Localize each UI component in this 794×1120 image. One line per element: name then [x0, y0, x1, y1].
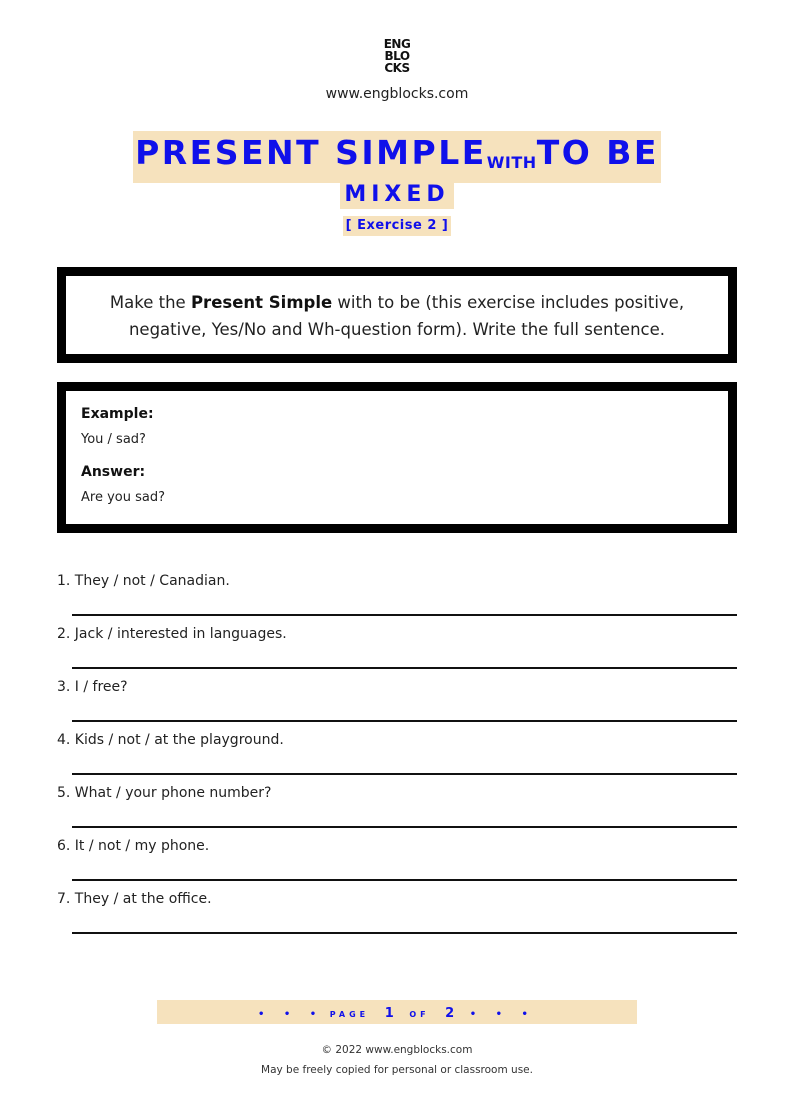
question-item — [57, 837, 737, 855]
logo-line: BLO — [384, 49, 410, 63]
dots-right: • • • — [469, 1009, 536, 1020]
question-text: 3. I / free? — [57, 679, 128, 695]
title-with: WITH — [486, 153, 537, 172]
title-wrap — [0, 131, 794, 183]
worksheet-subtitle: MIXED — [340, 181, 453, 209]
instructions-box — [57, 267, 737, 363]
example-label: Example: — [81, 406, 154, 422]
question-text: 7. They / at the office. — [57, 891, 212, 907]
copyright-text: © 2022 www.engblocks.com — [321, 1044, 473, 1056]
page-label: PAGE — [329, 1010, 370, 1019]
question-item — [57, 784, 737, 802]
license-text: May be freely copied for personal or classroom use. — [261, 1064, 533, 1076]
title-part2: TO BE — [536, 133, 659, 172]
question-item — [57, 572, 737, 590]
answer-line[interactable] — [72, 614, 737, 616]
answer-label: Answer: — [81, 464, 146, 480]
question-item — [57, 625, 737, 643]
instructions-bold: Present Simple — [190, 293, 333, 312]
title-part1: PRESENT SIMPLE — [135, 133, 487, 172]
question-item — [57, 731, 737, 749]
question-text: 2. Jack / interested in languages. — [57, 626, 287, 642]
engblocks-logo — [378, 38, 416, 74]
answer-line[interactable] — [72, 773, 737, 775]
page-total: 2 — [445, 1006, 455, 1021]
instructions-suffix: with to be (this exercise includes positive, negative, Yes/No and Wh-question form). Write the full sentence. — [128, 293, 685, 339]
example-box — [57, 382, 737, 533]
question-item — [57, 890, 737, 908]
question-item — [57, 678, 737, 696]
page-current: 1 — [384, 1006, 394, 1021]
instructions-prefix: Make the — [109, 293, 191, 312]
logo-line: CKS — [384, 61, 410, 75]
question-text: 4. Kids / not / at the playground. — [57, 732, 284, 748]
answer-line[interactable] — [72, 826, 737, 828]
answer-line[interactable] — [72, 720, 737, 722]
question-text: 5. What / your phone number? — [57, 785, 272, 801]
exercise-number: [ Exercise 2 ] — [343, 216, 452, 236]
site-url[interactable]: www.engblocks.com — [325, 86, 469, 102]
answer-line[interactable] — [72, 932, 737, 934]
logo-line: ENG — [383, 37, 411, 51]
exercise-number-wrap — [0, 214, 794, 236]
page-indicator — [157, 1000, 637, 1024]
answer-text: Are you sad? — [81, 490, 165, 505]
worksheet-title — [133, 131, 661, 183]
question-text: 1. They / not / Canadian. — [57, 573, 230, 589]
example-text: You / sad? — [81, 432, 146, 447]
subtitle-wrap — [0, 181, 794, 209]
of-label: OF — [409, 1010, 430, 1019]
question-text: 6. It / not / my phone. — [57, 838, 210, 854]
dots-left: • • • — [258, 1009, 325, 1020]
answer-line[interactable] — [72, 667, 737, 669]
answer-line[interactable] — [72, 879, 737, 881]
